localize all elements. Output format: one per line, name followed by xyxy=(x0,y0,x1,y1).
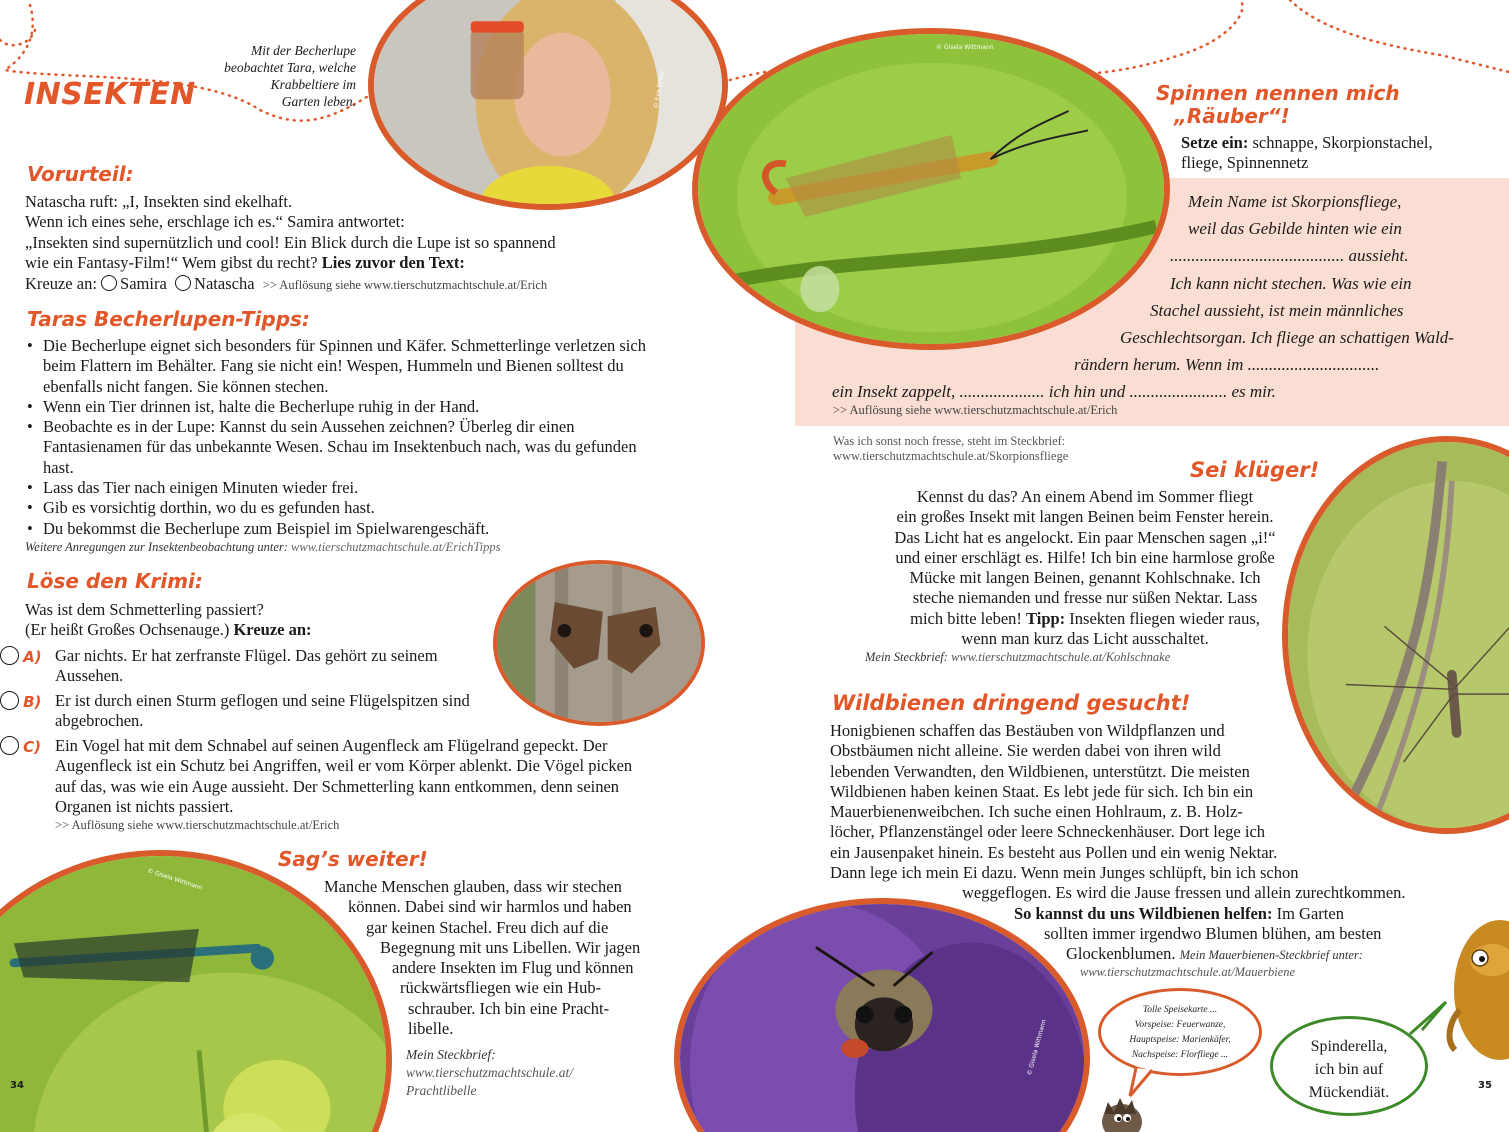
photo-credit: © Gisela Wittmann xyxy=(1026,1018,1049,1077)
samira-checkbox[interactable] xyxy=(101,275,117,291)
krimi-question: Was ist dem Schmetterling passiert? (Er heißt Großes Ochsenauge.) Kreuze an: xyxy=(25,600,312,640)
list-item: • Gib es vorsichtig dorthin, wo du es gefunden hast. xyxy=(25,498,657,518)
sag-text: Manche Menschen glauben, dass wir stechen können. Dabei sind wir harmlos und haben gar keinen Stachel. Freu dich auf die Begegnung mit uns Libellen. Wir jagen andere Insekten im Flug und können rückwärtsfliegen wie ein Hub- schrauber. Ich bin eine Pracht- libelle. xyxy=(324,877,641,1039)
speisekarte-bubble: Tolle Speisekarte ... Vorspeise: Feuerwanze, Hauptspeise: Marienkäfer, Nachspeise: Florfliege ... xyxy=(1098,988,1262,1076)
klueger-steckbrief: Mein Steckbrief: www.tierschutzmachtschule.at/Kohlschnake xyxy=(865,650,1171,664)
sag-steckbrief: Mein Steckbrief: www.tierschutzmachtschule.at/ Prachtlibelle xyxy=(406,1047,573,1098)
list-item: • Beobachte es in der Lupe: Kannst du sein Aussehen zeichnen? Überleg dir einen Fantasienamen für das unbekannte Wesen. Schau im Insektenbuch nach, was du gefunden hast. xyxy=(25,417,657,478)
spinnen-heading: Spinnen nennen mich „Räuber“! xyxy=(1156,81,1400,128)
butterfly-photo xyxy=(493,560,705,726)
page-number-right: 35 xyxy=(1478,1080,1492,1091)
tipps-link[interactable]: www.tierschutzmachtschule.at/ErichTipps xyxy=(291,540,501,554)
spider-mascot xyxy=(1440,900,1509,1070)
wildbienen-text: Honigbienen schaffen das Bestäuben von Wildpflanzen und Obstbäumen nicht alleine. Sie werden dabei von ihren wild lebenden Verwandten, den Wildbienen, unterstützt. Die meisten Wildbienen haben keinen Staat. Es lebt jede für sich. Ich bin ein Mauerbienenweibchen. Ich suche einen Hohlraum, z. B. Holz- löcher, Pflanzenstängel oder leere Schneckenhäuser. Dort lege ich ein Jausenpaket hinein. Es besteht aus Pollen und ein wenig Nektar. Dann lege ich mein Ei dazu. Wenn mein Junges schlüpft, bin ich schon weggeflogen. Es wird die Jause fressen und allein zurechtkommen. So kannst du uns Wildbienen helfen: Im Garten sollten immer irgendwo Blumen blühen, am besten Glockenblumen. Mein Mauerbienen-Steckbrief unter: www.tierschutzmachtschule.at/Mauerbiene xyxy=(830,721,1470,980)
list-item: • Die Becherlupe eignet sich besonders für Spinnen und Käfer. Schmetterlinge verletzen sich beim Flattern im Behälter. Fang sie nicht ein! Wespen, Hummeln und Bienen solltest du ebenfalls nicht fangen. Sie können stechen. xyxy=(25,336,657,397)
spinnen-fill-text[interactable]: Mein Name ist Skorpionsfliege, weil das Gebilde hinten wie ein ......................................... aussieht. Ich kann nicht stechen. Was wie ein Stachel aussieht, ist mein männliches Geschlechtsorgan. Ich fliege an schattigen Wald- rändern herum. Wenn im ............................... ein Insekt zappelt, .................... ich hin und ....................... es mir. xyxy=(832,192,1454,402)
photo-credit: © Gisela Wittmann xyxy=(936,44,994,51)
klueger-heading: Sei klüger! xyxy=(1190,458,1320,482)
photo-caption: Mit der Becherlupe beobachtet Tara, welche Krabbeltiere im Garten leben. xyxy=(224,43,356,109)
list-item: • Lass das Tier nach einigen Minuten wieder frei. xyxy=(25,478,657,498)
spinnen-solution[interactable]: >> Auflösung siehe www.tierschutzmachtschule.at/Erich xyxy=(833,403,1118,417)
photo-credit: © Gisela Wittmann xyxy=(146,867,204,892)
spinderella-bubble: Spinderella, ich bin auf Mückendiät. xyxy=(1270,1016,1428,1116)
option-a-checkbox[interactable] xyxy=(0,646,19,665)
krimi-solution[interactable]: >> Auflösung siehe www.tierschutzmachtschule.at/Erich xyxy=(55,818,340,832)
vorurteil-text: Natascha ruft: „I, Insekten sind ekelhaft. Wenn ich eines sehe, erschlage ich es.“ Samira antwortet: „Insekten sind supernützlich und cool! Ein Blick durch die Lupe ist so spannend wie ein Fantasy-Film!“ Wem gibst du recht? Lies zuvor den Text: Kreuze an: Samira Natascha >> Auflösung siehe www.tierschutzmachtschule.at/Erich xyxy=(25,192,556,294)
wildbienen-heading: Wildbienen dringend gesucht! xyxy=(832,691,1191,715)
krimi-option-a[interactable]: A) Gar nichts. Er hat zerfranste Flügel. Das gehört zu seinem Aussehen. xyxy=(0,646,460,667)
tipps-list xyxy=(25,336,657,539)
natascha-checkbox[interactable] xyxy=(175,275,191,291)
steckbrief-link[interactable]: www.tierschutzmachtschule.at/ xyxy=(406,1065,573,1080)
krimi-heading: Löse den Krimi: xyxy=(27,569,203,593)
option-b-checkbox[interactable] xyxy=(0,691,19,710)
page-title: INSEKTEN xyxy=(24,77,196,112)
steckbrief-link[interactable]: Prachtlibelle xyxy=(406,1083,477,1098)
hedgehog-mascot xyxy=(1094,1092,1150,1132)
spinnen-steckbrief: Was ich sonst noch fresse, steht im Steckbrief: www.tierschutzmachtschule.at/Skorpionsfliege xyxy=(833,434,1069,463)
page-number-left: 34 xyxy=(10,1080,24,1091)
krimi-option-b[interactable]: B) Er ist durch einen Sturm geflogen und seine Flügelspitzen sind abgebrochen. xyxy=(0,691,500,712)
setze-ein: Setze ein: schnappe, Skorpionstachel, fliege, Spinnennetz xyxy=(1181,133,1433,173)
solution-link[interactable]: >> Auflösung siehe www.tierschutzmachtschule.at/Erich xyxy=(262,278,548,293)
photo-credit: © Eva Stiller xyxy=(652,70,666,109)
klueger-text: Kennst du das? An einem Abend im Sommer fliegt ein großes Insekt mit langen Beinen beim Fenster herein. Das Licht hat es angelockt. Ein paar Menschen sagen „i!“ und einer erschlägt es. Hilfe! Ich bin eine harmlose große Mücke mit langen Beinen, genannt Kohlschnake. Ich steche niemanden und fresse nur süßen Nektar. Lass mich bitte leben! Tipp: Insekten fliegen wieder raus, wenn man kurz das Licht ausschaltet. xyxy=(894,487,1276,649)
steckbrief-link[interactable]: www.tierschutzmachtschule.at/Kohlschnake xyxy=(951,650,1171,664)
tipps-heading: Taras Becherlupen-Tipps: xyxy=(27,307,310,331)
tipps-more: Weitere Anregungen zur Insektenbeobachtung unter: www.tierschutzmachtschule.at/ErichTipps xyxy=(25,540,501,554)
list-item: • Wenn ein Tier drinnen ist, halte die Becherlupe ruhig in der Hand. xyxy=(25,397,657,417)
list-item: • Du bekommst die Becherlupe zum Beispiel im Spielwarengeschäft. xyxy=(25,519,657,539)
krimi-option-c[interactable]: C) Ein Vogel hat mit dem Schnabel auf seinen Augenfleck am Flügelrand gepeckt. Der Augenfleck ist ein Schutz bei Angriffen, weil er vom Körper ablenkt. Die Vögel picken auf das, was wie ein Auge aussieht. Der Schmetterling kann entkommen, denn seinen Organen ist nichts passiert. xyxy=(0,736,660,757)
steckbrief-link[interactable]: www.tierschutzmachtschule.at/Mauerbiene xyxy=(1080,964,1296,979)
vorurteil-heading: Vorurteil: xyxy=(27,162,134,186)
steckbrief-link[interactable]: www.tierschutzmachtschule.at/Skorpionsfliege xyxy=(833,449,1069,463)
sag-heading: Sag’s weiter! xyxy=(278,847,428,871)
option-c-checkbox[interactable] xyxy=(0,736,19,755)
